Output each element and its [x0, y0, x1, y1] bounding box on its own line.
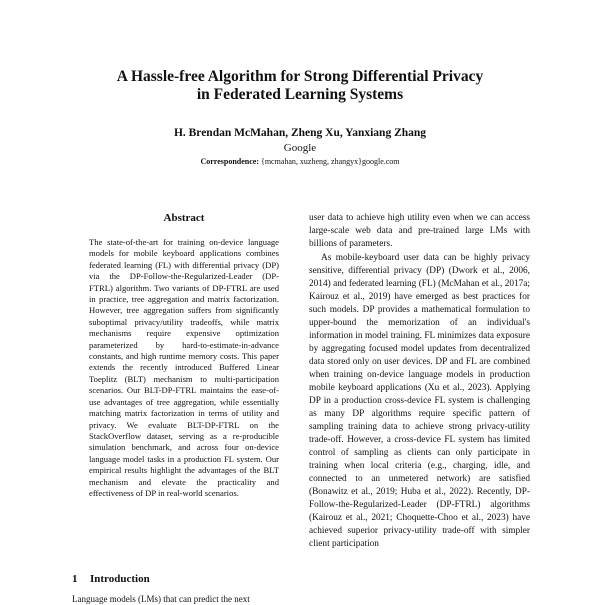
- title-line-2: in Federated Learning Systems: [196, 86, 404, 103]
- author-affiliation: Google: [283, 142, 317, 154]
- paragraph-dp-fl: As mobile-keyboard user data can be highly privacy sensitive, differential privacy (DP) (Dwork et al., 2006, 2014) and federated learning (FL) (McMahan et al., 2017a; Kairouz et al., 2019) have emerged as best practices for such models. DP provides a mathematical formulation to upper-bound the memorization of an individual's information in model training. FL minimizes data exposure by aggregating focused model updates from decentralized data stored only on user devices. DP and FL are combined when training on-device language models in production mobile keyboard applications (Xu et al., 2023). Applying DP in a production cross-device FL system is challenging as many DP algorithms require specific pattern of sampling training data to achieve strong privacy-utility trade-off. However, a cross-device FL system has limited control of sampling as clients can only participate in training when local criteria (e.g., charging, idle, and connected to an unmetered network) are satisfied (Bonawitz et al., 2019; Huba et al., 2022). Recently, DP-Follow-the-Regularized-Leader (DP-FTRL) algorithms (Kairouz et al., 2021; Choquette-Choo et al., 2023) have achieved superior privacy-utility trade-off with simpler client participation: [309, 253, 530, 549]
- section-title: Introduction: [90, 573, 150, 585]
- paragraph-continuation: user data to achieve high utility even when we can access large-scale web data and pre-trained large LMs with billions of parameters.: [309, 213, 530, 249]
- paper-title: [60, 68, 540, 104]
- correspondence-label: Correspondence:: [200, 157, 259, 166]
- author-list: H. Brendan McMahan, Zheng Xu, Yanxiang Zhang: [173, 127, 427, 139]
- title-line-1: A Hassle-free Algorithm for Strong Differential Privacy: [116, 68, 484, 85]
- section-number: 1: [72, 573, 78, 585]
- correspondence-line: [60, 156, 540, 167]
- abstract-heading: Abstract: [163, 212, 205, 224]
- introduction-first-line: Language models (LMs) that can predict the next: [72, 594, 250, 604]
- abstract-text: The state-of-the-art for training on-device language models for mobile keyboard applications combines federated learning (FL) with differential privacy (DP) via the DP-Follow-the-Regularized-Leader (DP-FTRL) algorithm. Two variants of DP-FTRL are used in practice, tree aggregation and matrix factorization. However, tree aggregation suffers from significantly suboptimal privacy/utility tradeoffs, while matrix mechanisms require expensive optimization parameterized by hard-to-estimate-in-advance constants, and high runtime memory costs. This paper extends the recently introduced Buffered Linear Toeplitz (BLT) mechanism to multi-participation scenarios. Our BLT-DP-FTRL maintains the ease-of-use advantages of tree aggregation, while essentially matching matrix factorization in terms of utility and privacy. We evaluate BLT-DP-FTRL on the StackOverflow dataset, serving as a re-producible simulation benchmark, and across four on-device language model tasks in a production FL system. Our empirical results highlight the advantages of the BLT mechanism and elevate the practicality and effectiveness of DP in real-world scenarios.: [89, 237, 279, 498]
- right-column-text: [309, 212, 530, 551]
- correspondence-emails: {mcmahan, xuzheng, zhangyx}google.com: [260, 157, 400, 166]
- section-heading-introduction: [72, 573, 282, 586]
